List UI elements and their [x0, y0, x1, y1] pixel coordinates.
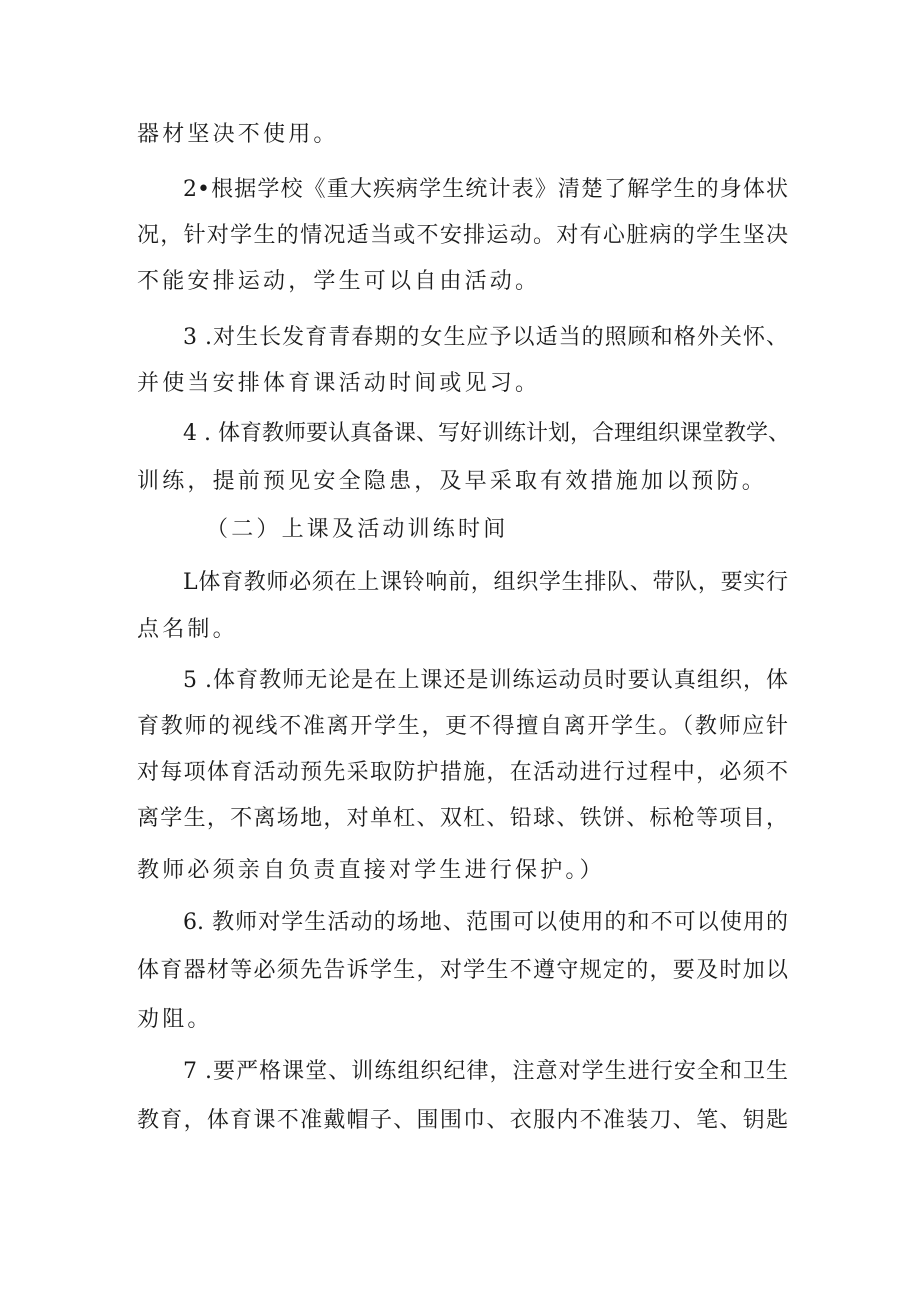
text-line: 4 . 体育教师要认真备课、写好训练计划，合理组织课堂教学、 — [183, 421, 790, 446]
text-line: 器材坚决不使用。 — [137, 122, 339, 147]
text-line: 况，针对学生的情况适当或不安排运动。对有心脏病的学生坚决 — [137, 223, 788, 248]
text-line: 并使当安排体育课活动时间或见习。 — [137, 371, 541, 396]
text-line: 劝阻。 — [137, 1007, 213, 1032]
text-line: 2•根据学校《重大疾病学生统计表》清楚了解学生的身体状 — [183, 177, 788, 202]
text-line: 5 .体育教师无论是在上课还是训练运动员时要认真组织，体 — [183, 668, 788, 693]
text-line: 训练，提前预见安全隐患，及早采取有效措施加以预防。 — [137, 469, 768, 494]
text-line: 7 .要严格课堂、训练组织纪律，注意对学生进行安全和卫生 — [183, 1059, 788, 1084]
text-line: 教师必须亲自负责直接对学生进行保护。） — [137, 858, 605, 883]
text-line: 体育器材等必须先告诉学生，对学生不遵守规定的，要及时加以 — [137, 958, 788, 983]
text-line: 不能安排运动，学生可以自由活动。 — [137, 269, 541, 294]
text-line: 离学生，不离场地，对单杠、双杠、铅球、铁饼、标枪等项目， — [137, 806, 788, 831]
text-line: 点名制。 — [137, 617, 238, 642]
text-line: L体育教师必须在上课铃响前，组织学生排队、带队，要实行 — [183, 570, 788, 595]
text-line: 教育，体育课不准戴帽子、围围巾、衣服内不准装刀、笔、钥匙 — [137, 1108, 788, 1133]
section-heading: （二）上课及活动训练时间 — [206, 517, 509, 542]
text-line: 6. 教师对学生活动的场地、范围可以使用的和不可以使用的 — [183, 910, 788, 935]
text-line: 对每项体育活动预先采取防护措施，在活动进行过程中，必须不 — [137, 760, 788, 785]
text-line: 3 .对生长发育青春期的女生应予以适当的照顾和格外关怀、 — [183, 325, 788, 350]
text-line: 育教师的视线不准离开学生，更不得擅自离开学生。（教师应针 — [137, 714, 788, 739]
